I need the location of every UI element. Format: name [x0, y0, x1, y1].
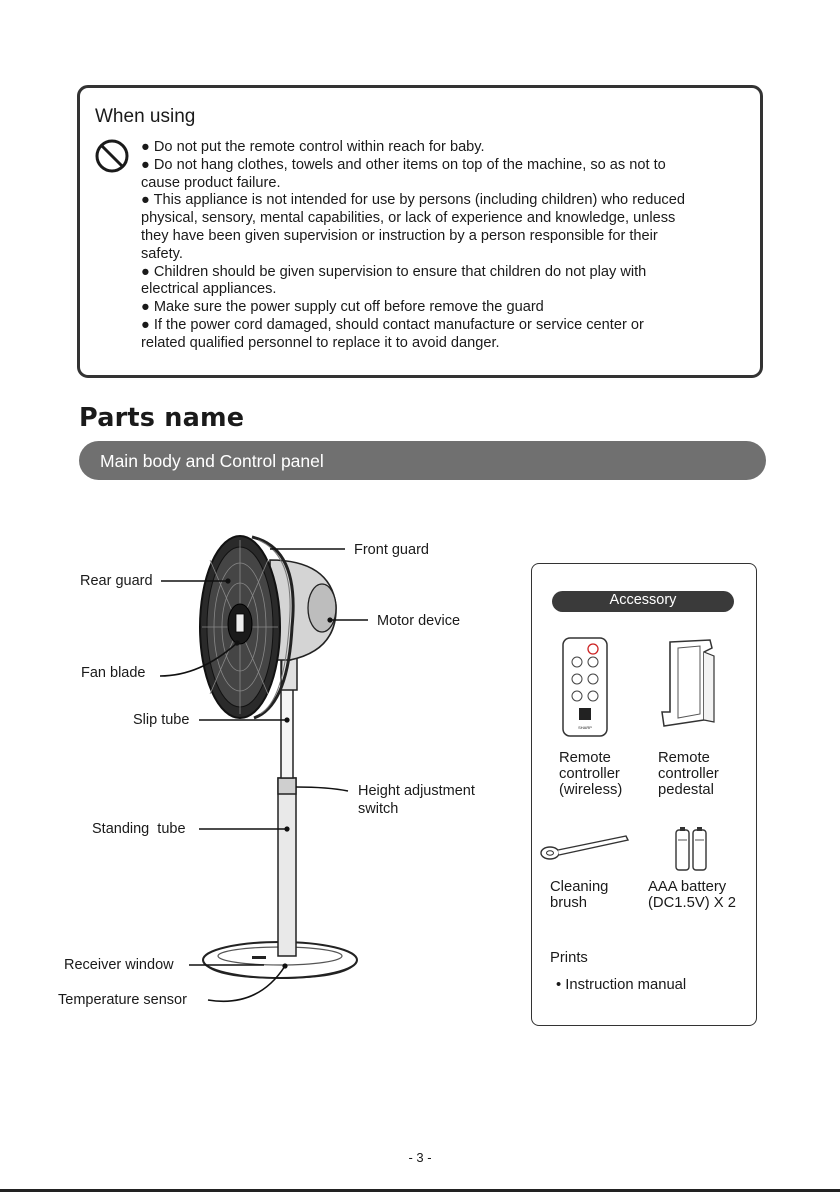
label-rear-guard: Rear guard	[80, 573, 153, 589]
subsection-title: Main body and Control panel	[100, 451, 324, 471]
label-fan-blade: Fan blade	[81, 665, 146, 681]
battery-label-line: (DC1.5V) X 2	[648, 895, 736, 911]
remote-pedestal-icon	[656, 634, 722, 734]
warning-line: cause product failure.	[141, 174, 281, 191]
remote-label-line: (wireless)	[559, 782, 623, 798]
prints-item: • Instruction manual	[556, 977, 687, 993]
warning-line: ● Children should be given supervision to ensure that children do not play with	[141, 263, 647, 280]
warning-text	[141, 139, 751, 353]
warning-line: physical, sensory, mental capabilities, or lack of experience and knowledge, unless	[141, 210, 676, 227]
warning-line: ● Do not put the remote control within reach for baby.	[141, 139, 485, 155]
prints-title: Prints	[550, 950, 588, 966]
battery-icon	[672, 826, 712, 872]
accessory-header-label: Accessory	[609, 592, 677, 608]
warning-line: electrical appliances.	[141, 281, 277, 298]
label-standing-tube: Standing tube	[92, 821, 186, 837]
prohibit-icon	[94, 138, 130, 174]
warning-title: When using	[95, 106, 196, 127]
section-title: Parts name	[79, 403, 245, 433]
warning-line: they have been given supervision or instruction by a person responsible for their	[141, 227, 658, 244]
brush-label-line: brush	[550, 895, 588, 911]
cleaning-brush-icon	[538, 832, 634, 862]
warning-line: ● If the power cord damaged, should contact manufacture or service center or	[141, 316, 644, 333]
remote-controller-icon	[561, 636, 609, 738]
standing-tube	[278, 778, 296, 956]
label-slip-tube: Slip tube	[133, 712, 190, 728]
pedestal-label-line: pedestal	[658, 782, 714, 798]
warning-line: safety.	[141, 245, 183, 262]
label-height-adjustment-switch: switch	[358, 801, 399, 817]
page-number: - 3 -	[408, 1150, 432, 1165]
battery-label-line: AAA battery	[648, 879, 727, 895]
warning-line: ● This appliance is not intended for use by persons (including children) who reduced	[141, 192, 685, 209]
remote-brand: SHARP	[578, 725, 592, 730]
remote-label-line: Remote	[559, 750, 611, 766]
remote-label	[559, 750, 622, 798]
label-front-guard: Front guard	[354, 542, 429, 558]
remote-label-line: controller	[559, 766, 620, 782]
warning-line: ● Do not hang clothes, towels and other items on top of the machine, so as not to	[141, 156, 666, 173]
battery-label	[648, 879, 736, 911]
brush-label-line: Cleaning	[550, 879, 609, 895]
label-temperature-sensor: Temperature sensor	[58, 992, 187, 1008]
warning-line: related qualified personnel to replace it to avoid danger.	[141, 334, 500, 351]
pedestal-label-line: Remote	[658, 750, 710, 766]
brush-label	[550, 879, 608, 911]
label-height-adjustment: Height adjustment	[358, 783, 475, 799]
warning-line: ● Make sure the power supply cut off before remove the guard	[141, 299, 544, 316]
label-receiver-window: Receiver window	[64, 957, 174, 973]
label-motor-device: Motor device	[377, 613, 461, 629]
fan-illustration	[0, 520, 520, 1020]
pedestal-label-line: controller	[658, 766, 719, 782]
pedestal-label	[658, 750, 719, 798]
